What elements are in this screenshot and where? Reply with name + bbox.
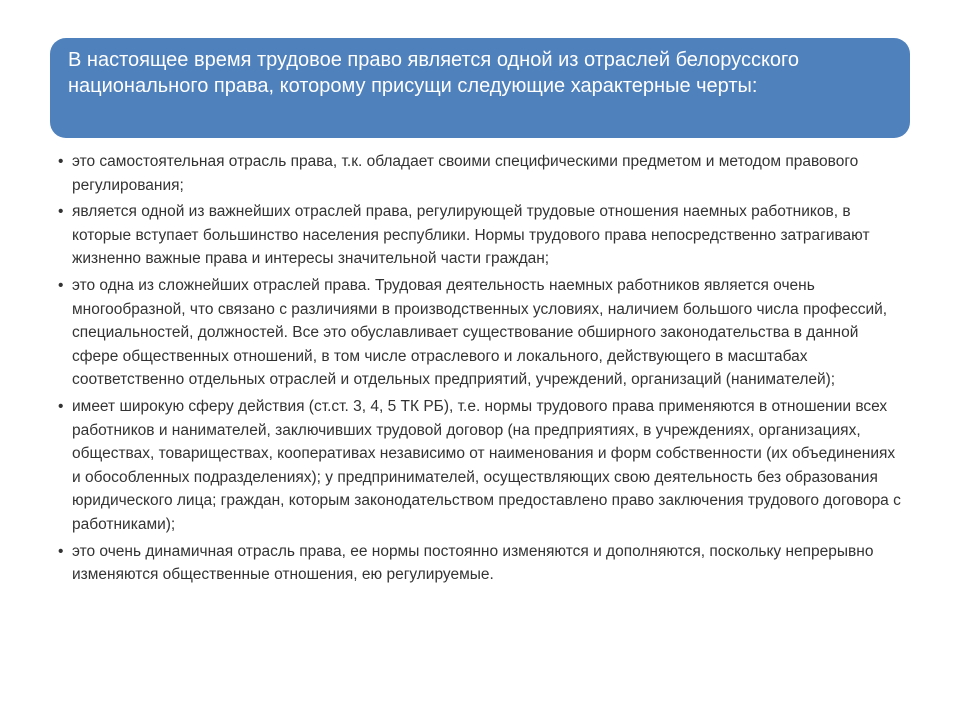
- list-item: [52, 274, 902, 392]
- bullet-icon: •: [58, 276, 64, 294]
- bullet-icon: •: [58, 203, 64, 221]
- list-item-text: это очень динамичная отрасль права, ее нормы постоянно изменяются и дополняются, поскольку непрерывно изменяются общественные отношения, ею регулируемые.: [72, 542, 874, 584]
- list-item: [52, 200, 902, 271]
- list-item-text: это одна из сложнейших отраслей права. Трудовая деятельность наемных работников является очень многообразной, что связано с различиями в производственных условиях, наличием большого числа профессий, специальностей, должностей. Все это обуславливает существование обширного законодательства в данной сфере общественных отношений, в том числе отраслевого и локального, действующего в масштабах соответственно отдельных отраслей и отдельных предприятий, учреждений, организаций (нанимателей);: [72, 276, 888, 389]
- bullet-icon: •: [58, 153, 64, 170]
- list-item: [52, 150, 902, 197]
- title-banner: [50, 38, 910, 138]
- list-item-text: это самостоятельная отрасль права, т.к. обладает своими специфическими предметом и методом правового регулирования;: [72, 153, 859, 194]
- list-item: [52, 540, 902, 587]
- list-item-text: является одной из важнейших отраслей права, регулирующей трудовые отношения наемных работников, в которые вступает большинство населения республики. Нормы трудового права непосредственно затрагивают жизненно важные права и интересы значительной части граждан;: [72, 203, 870, 268]
- list-item-text: имеет широкую сферу действия (ст.ст. 3, 4, 5 ТК РБ), т.е. нормы трудового права применяются в отношении всех работников и нанимателей, заключивших трудовой договор (на предприятиях, в учреждениях, организациях, обществах, товариществах, кооперативах независимо от наименования и форм собственности (их объединениях и обособленных подразделениях); у предпринимателей, осуществляющих свою деятельность без образования юридического лица; граждан, которым законодательством предоставлено право заключения трудового договора с работниками);: [72, 397, 901, 533]
- bullet-icon: •: [58, 542, 64, 560]
- bullet-icon: •: [58, 397, 64, 415]
- slide-title: В настоящее время трудовое право является одной из отраслей белорусского национального права, которому присущи следующие характерные черты:: [68, 49, 800, 97]
- list-item: [52, 395, 902, 537]
- bullet-list: [52, 150, 902, 590]
